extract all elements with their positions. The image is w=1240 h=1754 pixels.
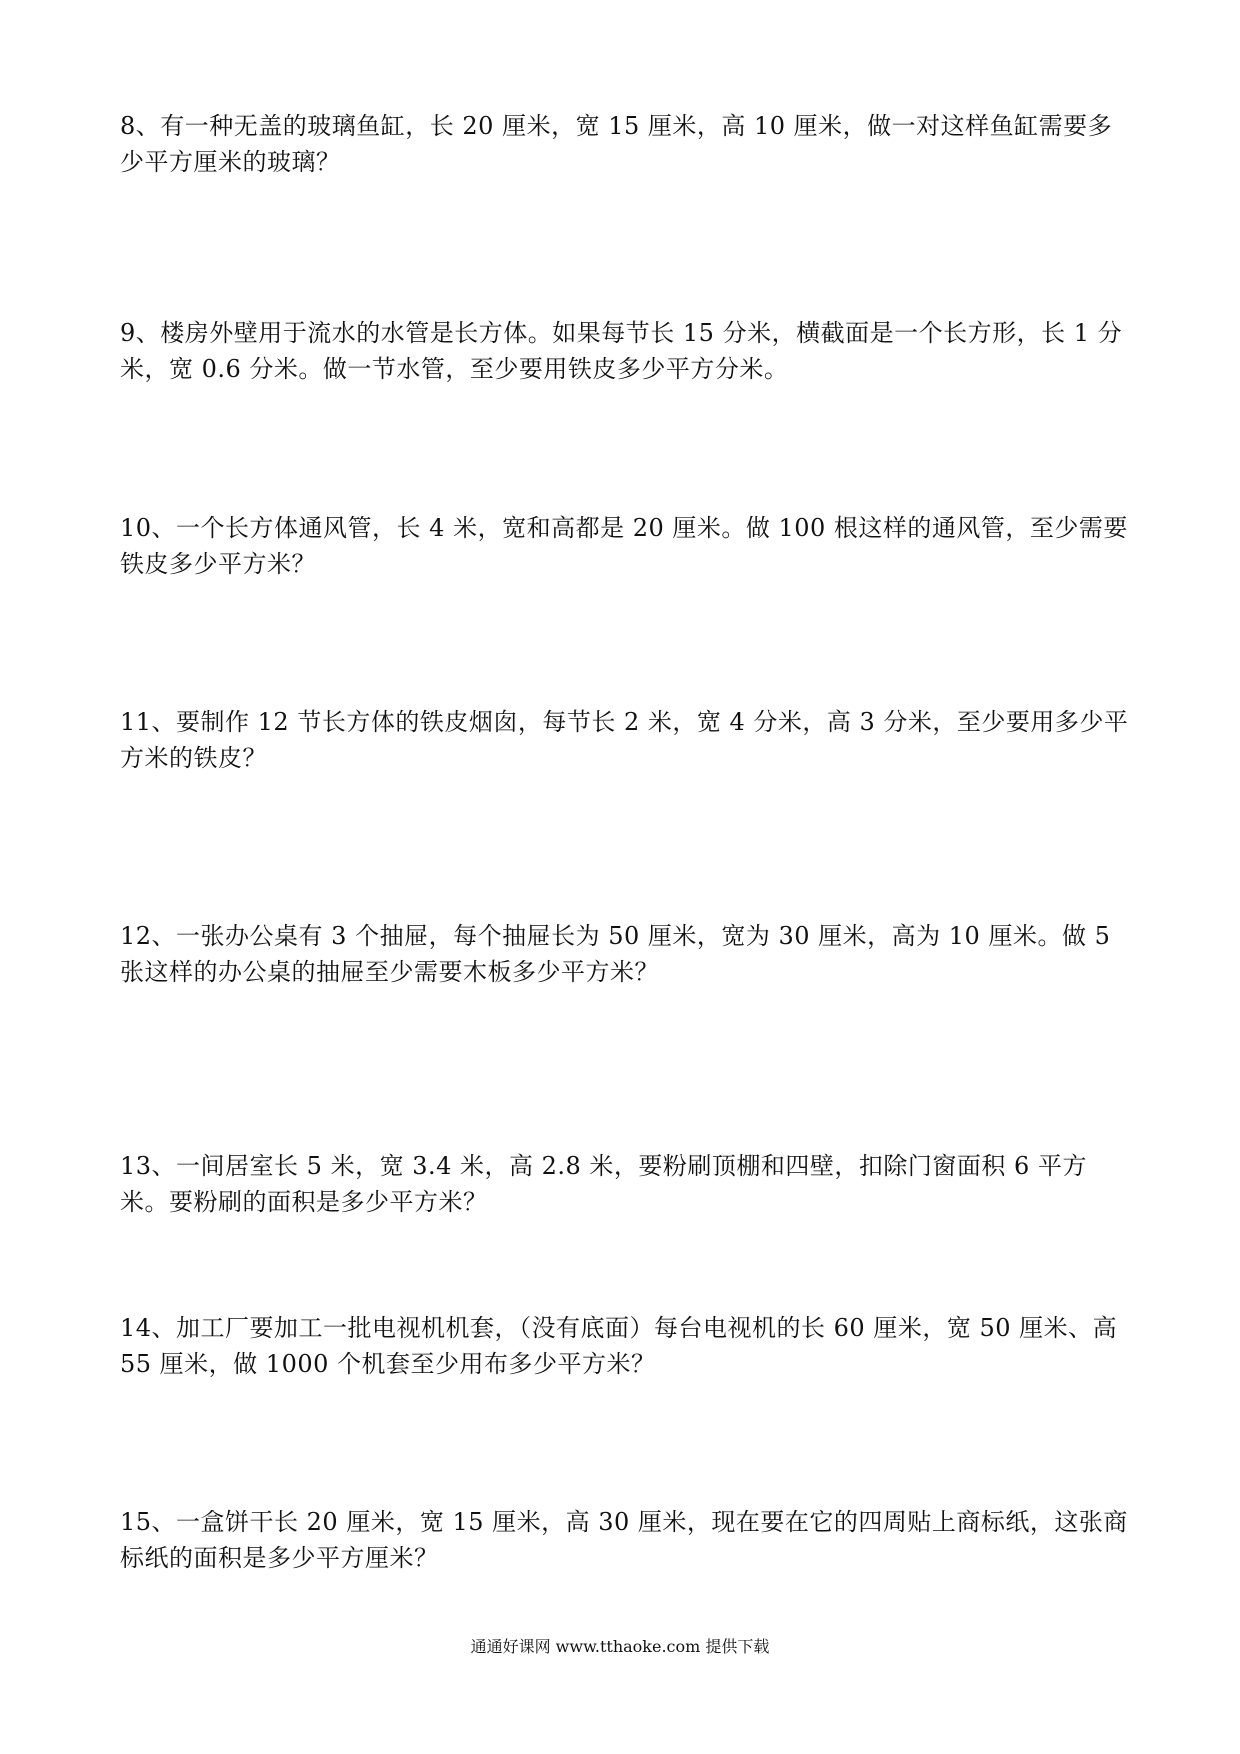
problem-11: 11、要制作 12 节长方体的铁皮烟囱，每节长 2 米，宽 4 分米，高 3 分米，至少要用多少平方米的铁皮？ [120,708,1129,772]
footer-credit: 通通好课网 www.tthaoke.com 提供下载 [470,1637,770,1656]
problem-8: 8、有一种无盖的玻璃鱼缸，长 20 厘米，宽 15 厘米，高 10 厘米，做一对这样鱼缸需要多少平方厘米的玻璃？ [120,112,1113,176]
problem-14: 14、加工厂要加工一批电视机机套，（没有底面）每台电视机的长 60 厘米，宽 50 厘米、高 55 厘米，做 1000 个机套至少用布多少平方米？ [120,1314,1118,1378]
problem-15: 15、一盒饼干长 20 厘米，宽 15 厘米，高 30 厘米，现在要在它的四周贴上商标纸，这张商标纸的面积是多少平方厘米？ [120,1508,1128,1572]
problem-13: 13、一间居室长 5 米，宽 3.4 米，高 2.8 米，要粉刷顶棚和四壁，扣除门窗面积 6 平方米。要粉刷的面积是多少平方米？ [120,1152,1087,1216]
problem-10: 10、一个长方体通风管，长 4 米，宽和高都是 20 厘米。做 100 根这样的通风管，至少需要铁皮多少平方米？ [120,514,1128,578]
problem-9: 9、楼房外壁用于流水的水管是长方体。如果每节长 15 分米，横截面是一个长方形，长 1 分米，宽 0.6 分米。做一节水管，至少要用铁皮多少平方分米。 [120,319,1123,383]
problem-12: 12、一张办公桌有 3 个抽屉，每个抽屉长为 50 厘米，宽为 30 厘米，高为 10 厘米。做 5 张这样的办公桌的抽屉至少需要木板多少平方米？ [120,922,1111,986]
